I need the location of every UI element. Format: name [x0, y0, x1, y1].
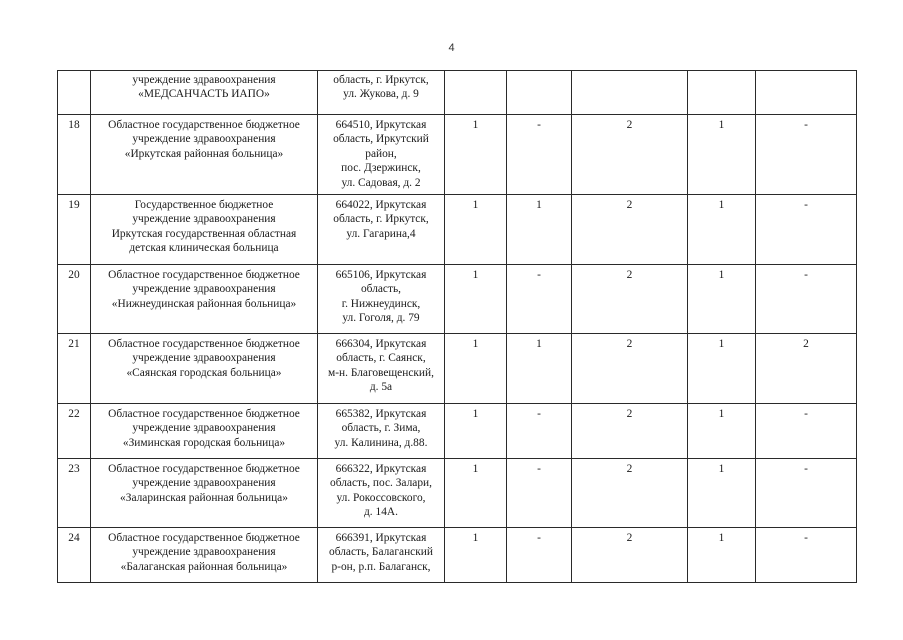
value-cell-3 — [572, 71, 688, 115]
institution-address-line: ул. Гагарина,4 — [346, 227, 416, 240]
institution-name-line: «Балаганская районная больница» — [120, 560, 288, 573]
value-cell-1: 1 — [445, 195, 507, 265]
institution-name — [91, 71, 318, 115]
institution-address-line: район, — [365, 147, 397, 160]
institution-name-line: учреждение здравоохранения — [132, 133, 276, 146]
row-number — [58, 71, 91, 115]
table-row — [58, 459, 857, 528]
value-cell-5: - — [756, 404, 857, 459]
value-cell-1: 1 — [445, 459, 507, 528]
row-number: 18 — [58, 115, 91, 195]
institution-address-line: 664510, Иркутская — [335, 119, 427, 131]
value-cell-3: 2 — [572, 334, 688, 404]
institution-address-line: область, Иркутский — [333, 133, 429, 146]
value-cell-5: - — [756, 265, 857, 334]
row-number: 19 — [58, 195, 91, 265]
institution-address-line: 666322, Иркутская — [335, 463, 427, 476]
value-cell-1: 1 — [445, 528, 507, 583]
institution-name-line: «Зиминская городская больница» — [122, 436, 286, 449]
value-cell-5: 2 — [756, 334, 857, 404]
value-cell-2: - — [507, 404, 572, 459]
institution-address-line: область, пос. Залари, — [330, 477, 432, 490]
value-cell-3: 2 — [572, 528, 688, 583]
value-cell-5: - — [756, 459, 857, 528]
institution-address-line: область, г. Саянск, — [336, 352, 426, 365]
table-row — [58, 115, 857, 195]
row-number: 22 — [58, 404, 91, 459]
institution-name-line: Областное государственное бюджетное — [108, 119, 300, 131]
value-cell-4: 1 — [688, 404, 756, 459]
institution-name-line: учреждение здравоохранения — [132, 422, 276, 435]
institution-address — [318, 115, 445, 195]
value-cell-2: 1 — [507, 334, 572, 404]
institution-address-line: область, г. Иркутск, — [333, 213, 429, 226]
table-row — [58, 334, 857, 404]
institution-name-line: Государственное бюджетное — [134, 199, 274, 212]
institution-name-line: детская клиническая больница — [129, 242, 279, 255]
value-cell-3: 2 — [572, 115, 688, 195]
institution-address-line: р-он, р.п. Балаганск, — [331, 560, 431, 573]
page-number: 4 — [448, 42, 455, 54]
value-cell-1: 1 — [445, 334, 507, 404]
institution-address-line: ул. Гоголя, д. 79 — [342, 312, 420, 325]
value-cell-4: 1 — [688, 265, 756, 334]
row-number: 23 — [58, 459, 91, 528]
institution-name-line: учреждение здравоохранения — [132, 283, 276, 296]
value-cell-3: 2 — [572, 265, 688, 334]
institution-address — [318, 195, 445, 265]
institution-address — [318, 528, 445, 583]
institution-address-line: 665106, Иркутская — [335, 269, 427, 282]
institution-address-line: область, — [360, 283, 402, 296]
value-cell-5: - — [756, 115, 857, 195]
value-cell-5 — [756, 71, 857, 115]
row-number: 24 — [58, 528, 91, 583]
value-cell-1 — [445, 71, 507, 115]
value-cell-2: - — [507, 459, 572, 528]
institution-name-line: Областное государственное бюджетное — [108, 532, 300, 545]
institution-name-line: «Нижнеудинская районная больница» — [111, 297, 297, 310]
value-cell-4: 1 — [688, 334, 756, 404]
value-cell-2: - — [507, 528, 572, 583]
table-row — [58, 265, 857, 334]
institution-address-line: область, г. Зима, — [341, 422, 421, 435]
institution-name — [91, 265, 318, 334]
table-row — [58, 528, 857, 583]
value-cell-3: 2 — [572, 404, 688, 459]
institution-name-line: учреждение здравоохранения — [132, 352, 276, 365]
institution-name — [91, 404, 318, 459]
value-cell-3: 2 — [572, 459, 688, 528]
institution-address-line: г. Нижнеудинск, — [341, 297, 421, 310]
institution-address-line: 666304, Иркутская — [335, 338, 427, 351]
institution-address — [318, 265, 445, 334]
institution-name-line: «Саянская городская больница» — [126, 366, 282, 379]
institution-address — [318, 334, 445, 404]
institution-name-line: «Иркутская районная больница» — [124, 147, 284, 160]
value-cell-5: - — [756, 195, 857, 265]
table-body — [58, 71, 857, 583]
institution-name — [91, 195, 318, 265]
value-cell-4: 1 — [688, 459, 756, 528]
row-number: 21 — [58, 334, 91, 404]
institution-name-line: учреждение здравоохранения — [132, 213, 276, 226]
institution-address-line: д. 5а — [369, 381, 393, 394]
institution-name — [91, 528, 318, 583]
institution-address-line: пос. Дзержинск, — [341, 162, 421, 175]
value-cell-3: 2 — [572, 195, 688, 265]
institution-name-line: Областное государственное бюджетное — [108, 338, 300, 351]
institution-address-line: ул. Жукова, д. 9 — [343, 88, 419, 101]
institution-address-line: 666391, Иркутская — [335, 532, 427, 545]
institution-address-line: ул. Калинина, д.88. — [334, 436, 428, 449]
table-row — [58, 71, 857, 115]
value-cell-5: - — [756, 528, 857, 583]
table-row — [58, 195, 857, 265]
institution-name-line: учреждение здравоохранения — [132, 477, 276, 490]
institution-address-line: ул. Рокоссовского, — [336, 491, 426, 504]
institution-name-line: «МЕДСАНЧАСТЬ ИАПО» — [138, 88, 270, 101]
institution-name-line: Областное государственное бюджетное — [108, 408, 300, 421]
value-cell-1: 1 — [445, 115, 507, 195]
institution-address-line: 664022, Иркутская — [335, 199, 427, 212]
institution-address — [318, 71, 445, 115]
institution-address — [318, 459, 445, 528]
institution-name — [91, 334, 318, 404]
institution-address-line: д. 14А. — [364, 506, 398, 519]
value-cell-4: 1 — [688, 195, 756, 265]
institution-address-line: м-н. Благовещенский, — [328, 366, 434, 379]
institution-address-line: область, Балаганский — [329, 546, 433, 559]
institution-name-line: «Заларинская районная больница» — [120, 491, 288, 504]
institution-name-line: учреждение здравоохранения — [132, 546, 276, 559]
table-row — [58, 404, 857, 459]
institution-name-line: учреждение здравоохранения — [132, 74, 276, 86]
value-cell-2: - — [507, 265, 572, 334]
institution-address-line: область, г. Иркутск, — [333, 74, 429, 86]
institution-name-line: Областное государственное бюджетное — [108, 463, 300, 476]
row-number: 20 — [58, 265, 91, 334]
institution-name — [91, 459, 318, 528]
value-cell-4: 1 — [688, 115, 756, 195]
value-cell-4: 1 — [688, 528, 756, 583]
value-cell-2 — [507, 71, 572, 115]
value-cell-2: - — [507, 115, 572, 195]
value-cell-1: 1 — [445, 265, 507, 334]
institution-address-line: ул. Садовая, д. 2 — [341, 176, 421, 189]
institution-name-line: Областное государственное бюджетное — [108, 269, 300, 282]
institutions-table — [57, 70, 857, 583]
institution-name-line: Иркутская государственная областная — [111, 227, 297, 240]
institution-address — [318, 404, 445, 459]
institution-name — [91, 115, 318, 195]
institution-address-line: 665382, Иркутская — [335, 408, 427, 421]
value-cell-2: 1 — [507, 195, 572, 265]
value-cell-4 — [688, 71, 756, 115]
value-cell-1: 1 — [445, 404, 507, 459]
